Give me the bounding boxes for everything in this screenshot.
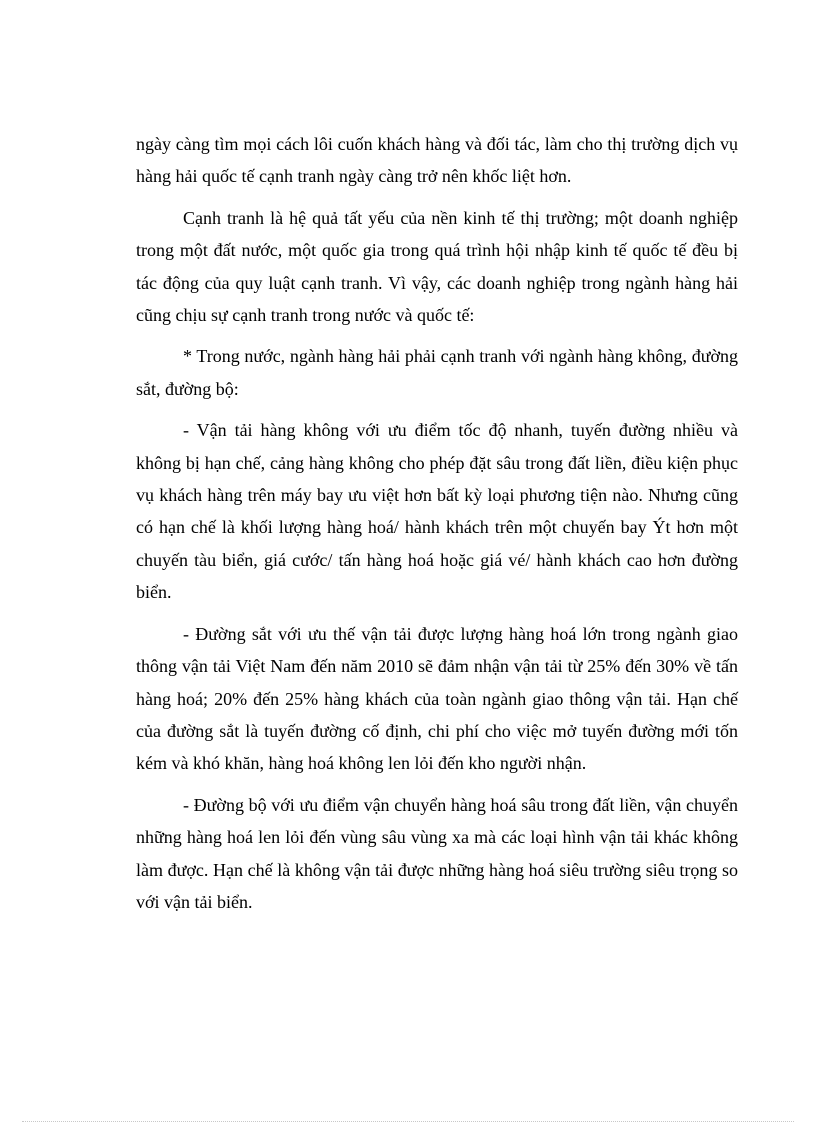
paragraph-air-transport: - Vận tải hàng không với ưu điểm tốc độ nhanh, tuyến đường nhiều và không bị hạn chế, cảng hàng không cho phép đặt sâu trong đất liền, điều kiện phục vụ khách hàng trên máy bay ưu việt hơn bất kỳ loại phương tiện nào. Nhưng cũng có hạn chế là khối lượng hàng hoá/ hành khách trên một chuyến bay Ýt hơn một chuyến tàu biển, giá cước/ tấn hàng hoá hoặc giá vé/ hành khách cao hơn đường biển. xyxy=(136,420,738,603)
paragraph-road-transport: - Đường bộ với ưu điểm vận chuyển hàng hoá sâu trong đất liền, vận chuyển những hàng hoá len lỏi đến vùng sâu vùng xa mà các loại hình vận tải khác không làm được. Hạn chế là không vận tải được những hàng hoá siêu trường siêu trọng so với vận tải biển. xyxy=(136,794,738,912)
paragraph-domestic-heading: * Trong nước, ngành hàng hải phải cạnh tranh với ngành hàng không, đường sắt, đường bộ: xyxy=(136,346,738,399)
paragraph-rail-transport: - Đường sắt với ưu thế vận tải được lượng hàng hoá lớn trong ngành giao thông vận tải Việt Nam đến năm 2010 sẽ đảm nhận vận tải từ 25% đến 30% về tấn hàng hoá; 20% đến 25% hàng khách của toàn ngành giao thông vận tải. Hạn chế của đường sắt là tuyến đường cố định, chi phí cho việc mở tuyến đường mới tốn kém và khó khăn, hàng hoá không len lỏi đến kho người nhận. xyxy=(136,623,738,774)
paragraph-competition-intro: Cạnh tranh là hệ quả tất yếu của nền kinh tế thị trường; một doanh nghiệp trong một đất nước, một quốc gia trong quá trình hội nhập kinh tế quốc tế đều bị tác động của quy luật cạnh tranh. Vì vậy, các doanh nghiệp trong ngành hàng hải cũng chịu sự cạnh tranh trong nước và quốc tế: xyxy=(136,207,738,326)
page-bottom-border xyxy=(22,1121,794,1122)
body-text xyxy=(136,128,738,927)
paragraph-continuation: ngày càng tìm mọi cách lôi cuốn khách hàng và đối tác, làm cho thị trường dịch vụ hàng hải quốc tế cạnh tranh ngày càng trở nên khốc liệt hơn. xyxy=(136,134,738,187)
